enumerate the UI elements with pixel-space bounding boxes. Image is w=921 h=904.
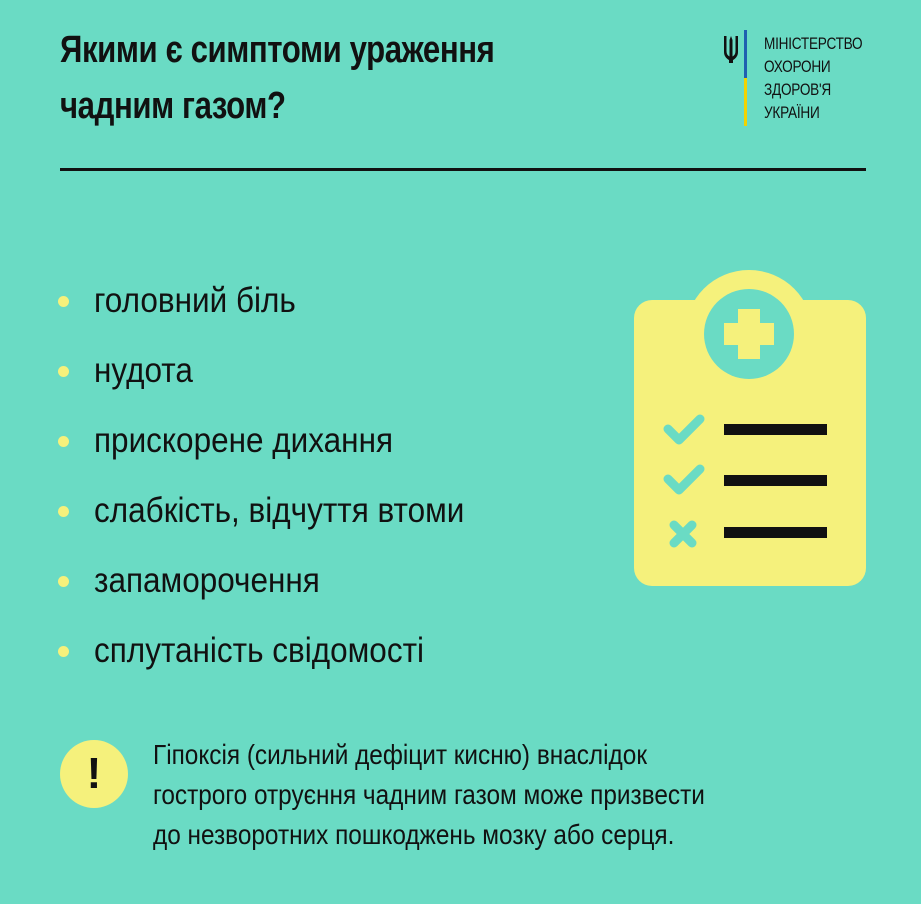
checklist-line [724,527,827,538]
bullet-icon [58,576,69,587]
bullet-icon [58,296,69,307]
logo-line: УКРАЇНИ [764,103,820,122]
list-item [58,266,506,336]
page-title-line: Якими є симптоми ураження [60,29,495,71]
medical-clipboard-icon [634,268,866,588]
symptom-label: головний біль [94,281,296,320]
checklist-line [724,475,827,486]
warning-note-line: Гіпоксія (сильний дефіцит кисню) внаслідок [153,739,647,770]
list-item [58,546,506,616]
title-divider [60,168,866,171]
page-title-line: чадним газом? [60,85,286,127]
logo-line: МІНІСТЕРСТВО [764,34,863,53]
cross-icon [674,525,692,543]
symptom-label: запаморочення [94,561,320,600]
list-item [58,406,506,476]
warning-note [153,735,797,855]
symptom-list [58,266,506,686]
list-item [58,616,506,686]
symptom-label: нудота [94,351,193,390]
bullet-icon [58,366,69,377]
page-title [60,22,650,134]
logo-line: ЗДОРОВ'Я [764,80,831,99]
bullet-icon [58,646,69,657]
symptom-label: сплутаність свідомості [94,631,425,670]
bullet-icon [58,436,69,447]
trident-icon [722,34,740,64]
symptom-label: прискорене дихання [94,421,394,460]
warning-note-line: до незворотних пошкоджень мозку або серця. [153,819,675,850]
list-item [58,336,506,406]
logo-line: ОХОРОНИ [764,57,831,76]
bullet-icon [58,506,69,517]
warning-icon: ! [60,740,128,808]
checklist-line [724,424,827,435]
logo-divider [744,30,747,126]
logo-text [764,32,876,124]
list-item [58,476,506,546]
warning-note-line: гострого отруєння чадним газом може призвести [153,779,705,810]
symptom-label: слабкість, відчуття втоми [94,491,465,530]
